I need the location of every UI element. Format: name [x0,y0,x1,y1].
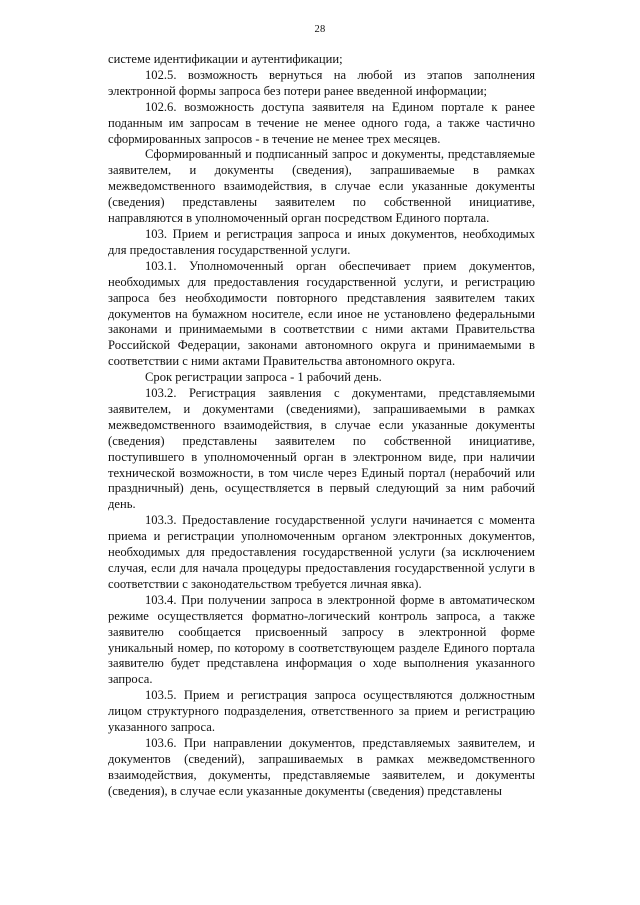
document-body [108,52,535,800]
paragraph-103-1: 103.1. Уполномоченный орган обеспечивает прием документов, необходимых для предоставления государственной услуги, и регистрацию запроса без необходимости повторного представления заявителем таких документов на бумажном носителе, если иное не установлено федеральными законами и принимаемыми в соответствии с ними актами Правительства Российской Федерации, законами автономного округа и принимаемыми в соответствии с ними актами Правительства автономного округа. [108,258,535,369]
paragraph-formed-request: Сформированный и подписанный запрос и документы, представляемые заявителем, и документы (сведения), запрашиваемые в рамках межведомственного взаимодействия, в случае если указанные документы (сведения) представлены заявителем по собственной инициативе, направляются в уполномоченный орган посредством Единого портала. [108,147,535,226]
page-number: 28 [314,24,326,35]
paragraph-103-5: 103.5. Прием и регистрация запроса осуществляются должностным лицом структурного подразделения, ответственного за прием и регистрацию указанного запроса. [108,688,535,735]
paragraph-102-6: 102.6. возможность доступа заявителя на Едином портале к ранее поданным им запросам в течение не менее одного года, а также частично сформированных запросов - в течение не менее трех месяцев. [108,99,535,146]
paragraph-registration-term: Срок регистрации запроса - 1 рабочий день. [145,370,382,385]
paragraph-103-2: 103.2. Регистрация заявления с документами, представляемыми заявителем, и документами (сведениями), запрашиваемыми в рамках межведомственного взаимодействия, в случае если указанные документы (сведения) представлены заявителем по собственной инициативе, поступившего в уполномоченный орган в электронном виде, при наличии технической возможности, в том числе через Единый портал (нерабочий или праздничный) день, осуществляется в первый следующий за ним рабочий день. [108,386,535,512]
paragraph-103-3: 103.3. Предоставление государственной услуги начинается с момента приема и регистрации уполномоченным органом электронных документов, необходимых для предоставления государственной услуги (за исключением случая, если для начала процедуры предоставления государственной услуги в соответствии с законодательством требуется личная явка). [108,513,535,591]
paragraph-continuation: системе идентификации и аутентификации; [108,52,343,66]
paragraph-102-5: 102.5. возможность вернуться на любой из этапов заполнения электронной формы запроса без потери ранее введенной информации; [108,67,535,98]
paragraph-103-6: 103.6. При направлении документов, представляемых заявителем, и документов (сведений), запрашиваемых в рамках межведомственного взаимодействия, документы, представляемые заявителем, и документы (сведения), в случае если указанные документы (сведения) представлены [108,735,535,798]
paragraph-103: 103. Прием и регистрация запроса и иных документов, необходимых для предоставления государственной услуги. [108,226,535,257]
paragraph-103-4: 103.4. При получении запроса в электронной форме в автоматическом режиме осуществляется форматно-логический контроль запроса, а также заявителю сообщается присвоенный запросу в электронной форме уникальный номер, по которому в соответствующем разделе Единого портала заявителю будет представлена информация о ходе выполнения указанного запроса. [108,592,535,687]
